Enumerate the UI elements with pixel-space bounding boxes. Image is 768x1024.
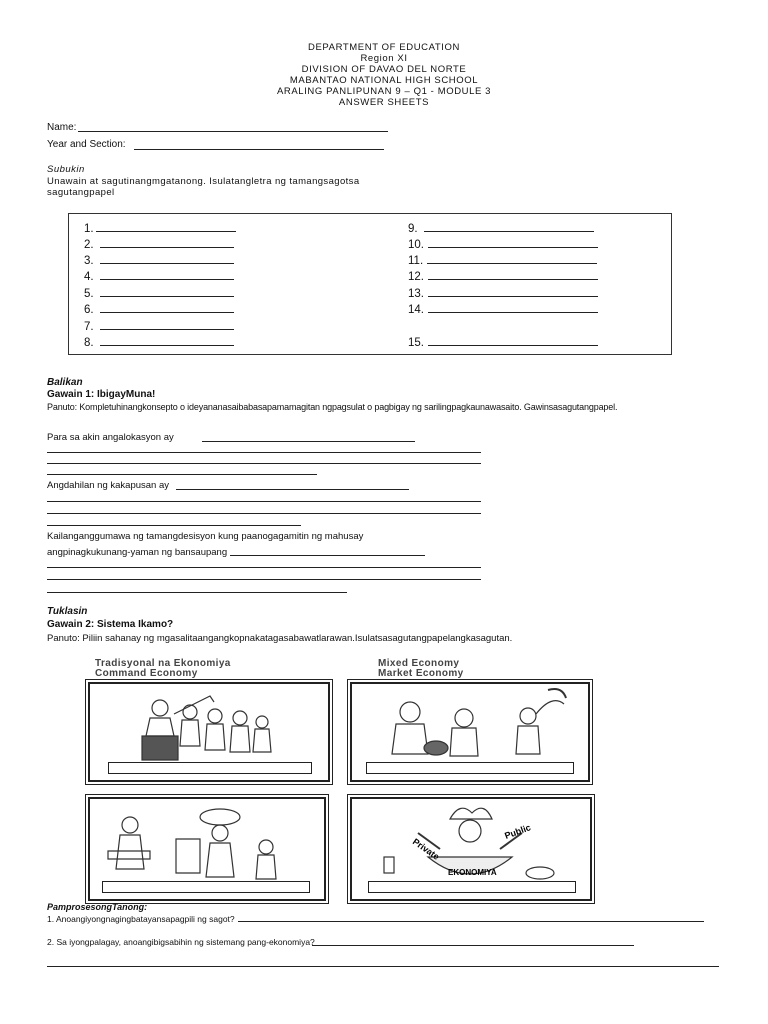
picture-4-answer-box[interactable]: [368, 881, 576, 893]
header-answer-sheets: ANSWER SHEETS: [338, 97, 430, 108]
prompt-desisyon-line2: angpinagkukunang-yaman ng bansaupang: [47, 547, 228, 558]
choice-mixed: Mixed Economy: [378, 658, 460, 669]
header-subject: ARALING PANLIPUNAN 9 – Q1 - MODULE 3: [276, 86, 492, 97]
answer-item-15[interactable]: [408, 335, 598, 349]
subukin-title: Subukin: [47, 164, 85, 175]
choice-command: Command Economy: [95, 668, 198, 679]
question-2-blank[interactable]: [312, 945, 634, 946]
answer-item-12[interactable]: [408, 269, 598, 283]
answer-item-11[interactable]: [408, 253, 597, 267]
question-1-blank[interactable]: [238, 921, 704, 922]
answer-item-2[interactable]: [84, 237, 234, 251]
header-division: DIVISION OF DAVAO DEL NORTE: [301, 64, 467, 75]
answer-item-1[interactable]: [84, 221, 236, 235]
answer-number: 9.: [408, 223, 418, 235]
answer-line[interactable]: [47, 966, 719, 967]
name-label: Name:: [47, 122, 77, 133]
answer-line[interactable]: [47, 501, 481, 502]
public-label: Public: [503, 822, 533, 841]
answer-item-7[interactable]: [84, 319, 234, 333]
picture-panel-4: [350, 797, 592, 901]
header-region: Region XI: [360, 53, 408, 64]
ekonomiya-label: EKONOMIYA: [448, 868, 497, 877]
answer-number: 8.: [84, 337, 94, 349]
tuklasin-title: Tuklasin: [47, 606, 88, 617]
choice-tradisyonal: Tradisyonal na Ekonomiya: [95, 658, 231, 669]
answer-number: 15.: [408, 337, 424, 349]
answer-item-3[interactable]: [84, 253, 234, 267]
subukin-instruction-line1: Unawain at sagutinangmgatanong. Isulatangletra ng tamangsagotsa: [47, 176, 360, 187]
prompt-desisyon-blank[interactable]: [230, 555, 425, 556]
gawain2-title: Gawain 2: Sistema Ikamo?: [47, 619, 174, 630]
answer-number: 12.: [408, 271, 424, 283]
answer-line[interactable]: [47, 513, 481, 514]
answer-number: 1.: [84, 223, 94, 235]
picture-panel-2: [350, 682, 590, 782]
private-label: Private: [410, 836, 442, 862]
answer-item-5[interactable]: [84, 286, 234, 300]
document-header: [0, 42, 768, 108]
prompt-kakapusan-blank[interactable]: [176, 489, 409, 490]
gawain1-panuto: Panuto: Kompletuhinangkonsepto o ideyananasaibabasapamamagitan ngpagsulat o pagbigay ng sarilingpagkaunawasaito. Gawinsasagutangpapel.: [47, 402, 618, 412]
prompt-alokasyon: Para sa akin angalokasyon ay: [47, 432, 174, 443]
pamprosesong-title: PamprosesongTanong:: [47, 902, 148, 912]
subukin-instruction-line2: sagutangpapel: [47, 187, 115, 198]
answer-item-9[interactable]: [408, 221, 594, 235]
answer-line[interactable]: [47, 567, 481, 568]
name-field[interactable]: [78, 131, 388, 132]
answer-line[interactable]: [47, 452, 481, 453]
answer-number: 4.: [84, 271, 94, 283]
answer-number: 13.: [408, 288, 424, 300]
answer-number: 14.: [408, 304, 424, 316]
answer-item-10[interactable]: [408, 237, 598, 251]
picture-panel-3: [88, 797, 326, 901]
header-department: DEPARTMENT OF EDUCATION: [308, 42, 460, 53]
gawain1-title: Gawain 1: IbigayMuna!: [47, 389, 156, 400]
choice-market: Market Economy: [378, 668, 464, 679]
answer-number: 5.: [84, 288, 94, 300]
balikan-title: Balikan: [47, 377, 83, 388]
picture-3-answer-box[interactable]: [102, 881, 310, 893]
prompt-desisyon-line1: Kailanganggumawa ng tamangdesisyon kung paanogagamitin ng mahusay: [47, 531, 364, 542]
prompt-alokasyon-blank[interactable]: [202, 441, 415, 442]
answer-line[interactable]: [47, 474, 317, 475]
gawain2-panuto: Panuto: Piliin sahanay ng mgasalitaangangkopnakatagasabawatlarawan.Isulatsasagutangpapelangkasagutan.: [47, 633, 513, 644]
answer-item-13[interactable]: [408, 286, 598, 300]
answer-line[interactable]: [47, 525, 301, 526]
answer-line[interactable]: [47, 463, 481, 464]
prompt-kakapusan: Angdahilan ng kakapusan ay: [47, 480, 170, 491]
answer-item-14[interactable]: [408, 302, 598, 316]
answer-number: 7.: [84, 321, 94, 333]
answer-line[interactable]: [47, 592, 347, 593]
answer-number: 2.: [84, 239, 94, 251]
question-1: 1. Anoangiyongnagingbatayansapagpili ng sagot?: [47, 914, 235, 924]
answer-number: 6.: [84, 304, 94, 316]
question-2: 2. Sa iyongpalagay, anoangibigsabihin ng sistemang pang-ekonomiya?: [47, 937, 315, 947]
answer-number: 3.: [84, 255, 94, 267]
picture-panel-1: [88, 682, 330, 782]
answer-line[interactable]: [47, 579, 481, 580]
year-section-label: Year and Section:: [47, 139, 126, 150]
answer-item-4[interactable]: [84, 269, 234, 283]
year-section-field[interactable]: [134, 149, 384, 150]
picture-1-answer-box[interactable]: [108, 762, 312, 774]
answer-item-6[interactable]: [84, 302, 234, 316]
header-school: MABANTAO NATIONAL HIGH SCHOOL: [289, 75, 479, 86]
answer-number: 10.: [408, 239, 424, 251]
answer-number: 11.: [408, 255, 424, 267]
answer-item-8[interactable]: [84, 335, 234, 349]
picture-2-answer-box[interactable]: [366, 762, 574, 774]
